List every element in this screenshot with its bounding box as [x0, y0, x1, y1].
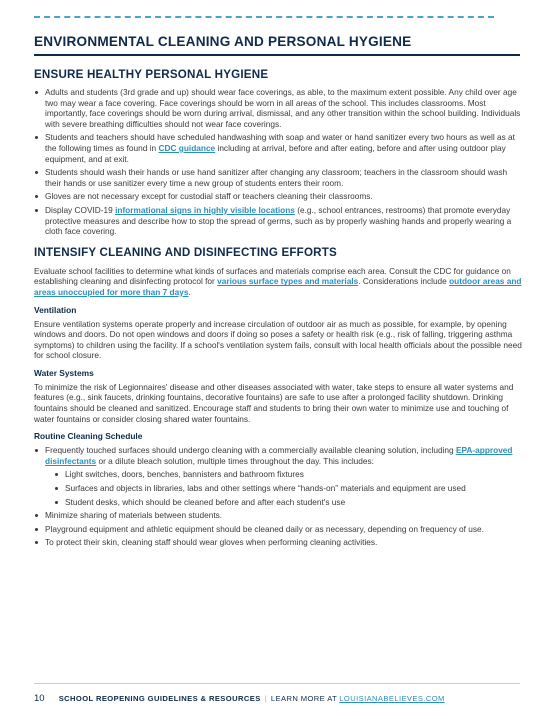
outdoor-areas-link[interactable]: outdoor areas and areas unoccupied for more than 7 days	[34, 276, 522, 297]
epa-disinfectants-link[interactable]: EPA-approved disinfectants	[45, 445, 513, 466]
page-title: ENVIRONMENTAL CLEANING AND PERSONAL HYGIENE	[34, 34, 412, 49]
footer-title: SCHOOL REOPENING GUIDELINES & RESOURCES	[58, 694, 261, 703]
ventilation-text: Ensure ventilation systems operate properly and increase circulation of outdoor air as much as possible, for example, by opening windows and doors. Do not open windows and doors if doing so poses a safety or health risk (e.g., risk of falling, triggering asthma symptoms) to children using the facility. If a school's ventilation system fails, consult with local health officials about the possible need for school closure.	[34, 318, 522, 361]
footer-learn-more: LEARN MORE AT	[270, 694, 338, 703]
page-number: 10	[34, 693, 45, 704]
list-item: Students should wash their hands or use hand sanitizer after changing any classroom; teachers in the classroom should wash their hands or use sanitizer every time a new group of students enters their room.	[34, 167, 522, 188]
sub-list-item: Light switches, doors, benches, bannisters and bathroom fixtures	[45, 469, 522, 480]
ventilation-heading: Ventilation	[34, 304, 77, 315]
page-footer	[34, 693, 522, 704]
cleaning-intro: Evaluate school facilities to determine what kinds of surfaces and materials comprise each area. Consult the CDC for guidance on establishing cleaning and disinfecting protocol for various surface types and materials. Considerations include outdoor areas and areas unoccupied for more than 7 days.	[34, 265, 522, 297]
list-item: Adults and students (3rd grade and up) should wear face coverings, as able, to the maximum extent possible. Any child over age two may wear a face covering. Face coverings should be worn in all areas of the school. This includes classrooms. Most importantly, face coverings should be worn during arrival, dismissal, and any other transition within the school building. Individuals with severe breathing difficulties should not wear face coverings.	[34, 87, 522, 129]
surface-types-link[interactable]: various surface types and materials	[217, 276, 359, 287]
routine-cleaning-list	[34, 445, 522, 548]
footer-website-link[interactable]: LOUISIANABELIEVES.COM	[339, 694, 445, 703]
list-item: To protect their skin, cleaning staff should wear gloves when performing cleaning activities.	[34, 537, 522, 548]
water-systems-heading: Water Systems	[34, 367, 94, 378]
footer-separator: |	[264, 694, 267, 703]
informational-signs-link[interactable]: informational signs in highly visible locations	[115, 204, 295, 215]
routine-cleaning-heading: Routine Cleaning Schedule	[34, 431, 143, 442]
list-item: Students and teachers should have scheduled handwashing with soap and water or hand sanitizer every two hours as well as at the following times as found in CDC guidance including at arrival, before and after eating, before and after using outdoor play equipment, and at exit.	[34, 132, 522, 164]
cdc-guidance-link[interactable]: CDC guidance	[158, 142, 216, 153]
hygiene-heading: ENSURE HEALTHY PERSONAL HYGIENE	[34, 68, 269, 81]
cleaning-heading: INTENSIFY CLEANING AND DISINFECTING EFFORTS	[34, 245, 337, 259]
list-item: Minimize sharing of materials between students.	[34, 510, 522, 521]
sub-list-item: Student desks, which should be cleaned before and after each student's use	[45, 497, 522, 508]
main-content	[34, 68, 522, 551]
list-item: Playground equipment and athletic equipment should be cleaned daily or as necessary, depending on frequency of use.	[34, 524, 522, 535]
surfaces-sublist	[45, 469, 522, 507]
sub-list-item: Surfaces and objects in libraries, labs and other settings where “hands-on” materials and equipment are used	[45, 483, 522, 494]
top-dashed-rule	[34, 16, 494, 18]
hygiene-list	[34, 87, 522, 237]
list-item: Gloves are not necessary except for custodial staff or teachers cleaning their classrooms.	[34, 191, 522, 202]
title-underline	[34, 54, 520, 56]
list-item: Frequently touched surfaces should undergo cleaning with a commercially available cleaning solution, including EPA-approved disinfectants or a dilute bleach solution, multiple times throughout the day. This includes: Light switches, doors, benches, bannisters and bathroom fixtures Surfaces and objects in libraries, labs and other settings where “hands-on” materials and equipment are used Student desks, which should be cleaned before and after each student's use	[34, 445, 522, 507]
footer-divider	[34, 683, 520, 684]
list-item: Display COVID-19 informational signs in highly visible locations (e.g., school entrances, restrooms) that promote everyday protective measures and describe how to stop the spread of germs, such as by properly washing hands and properly wearing a cloth face covering.	[34, 205, 522, 237]
water-systems-text: To minimize the risk of Legionnaires' disease and other diseases associated with water, take steps to ensure all water systems and features (e.g., sink faucets, drinking fountains, decorative fountains) are safe to use after a prolonged facility shutdown. Drinking fountains should be cleaned and sanitized. Encourage staff and students to bring their own water to minimize use and touching of water fountains or consider closing shared water fountains.	[34, 381, 514, 424]
